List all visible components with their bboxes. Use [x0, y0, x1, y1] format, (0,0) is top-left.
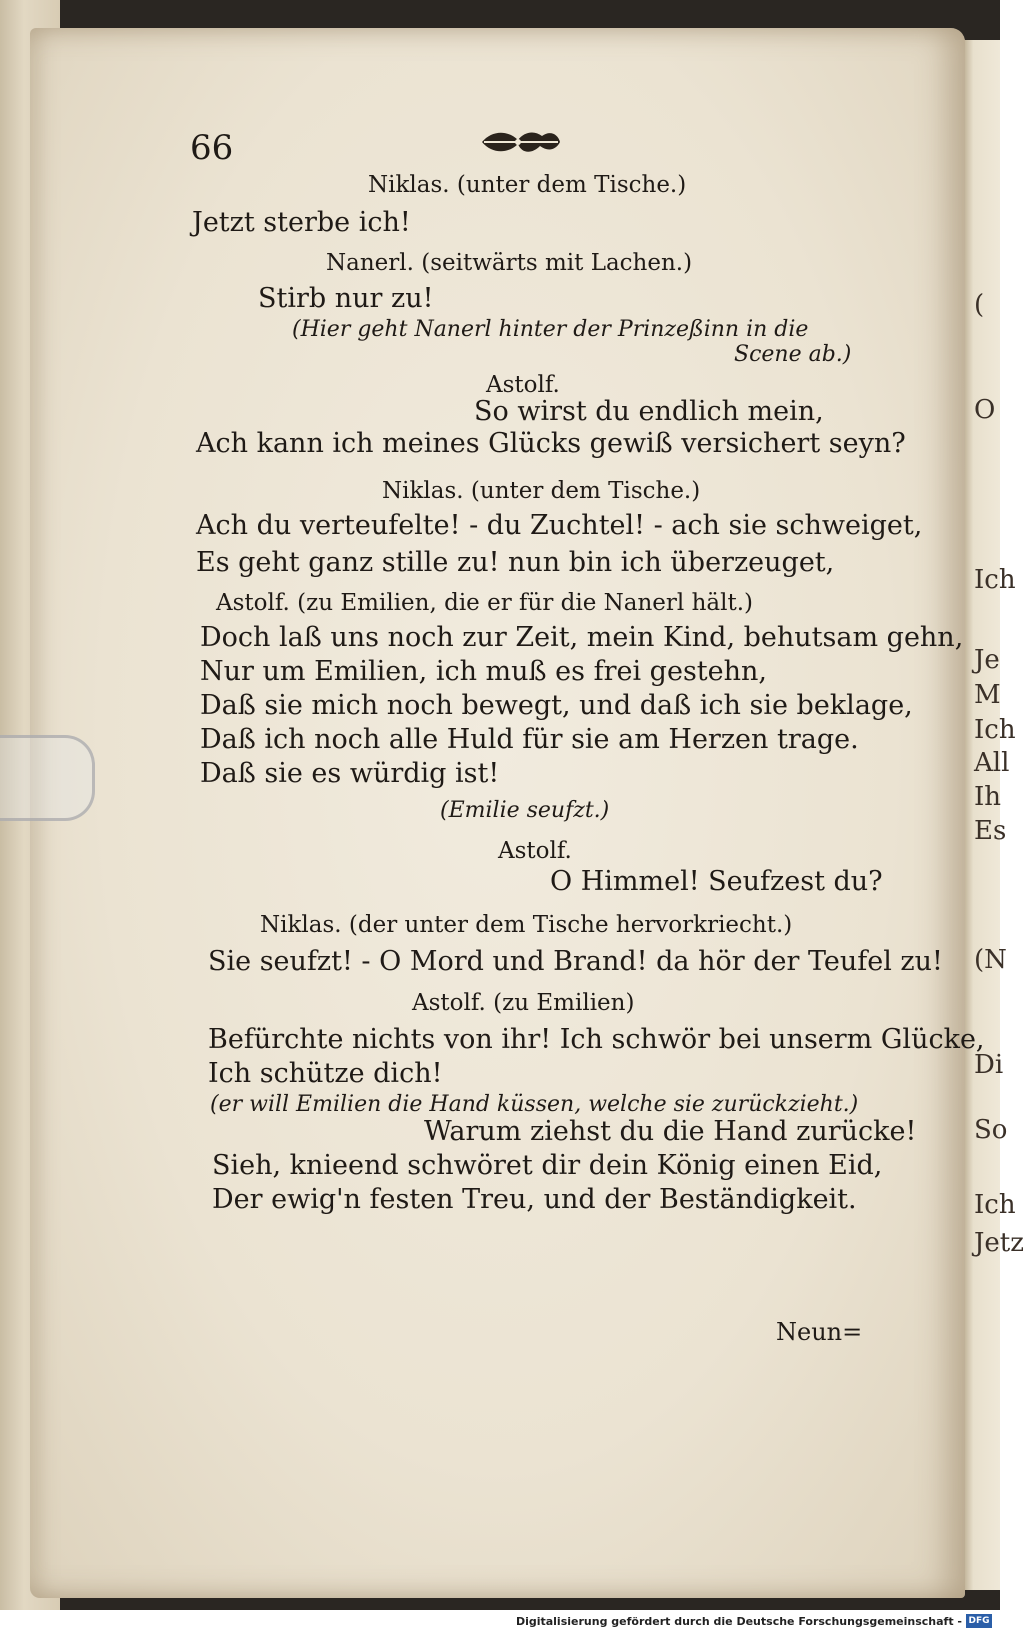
page-number: 66	[190, 128, 234, 168]
next-page-edge	[962, 40, 1024, 1590]
verse-line: Warum ziehst du die Hand zurücke!	[424, 1116, 917, 1147]
verse-line: So wirst du endlich mein,	[474, 396, 824, 427]
verse-line: Sie seufzt! - O Mord und Brand! da hör der Teufel zu!	[208, 946, 943, 977]
next-page-fragment: O	[974, 395, 996, 425]
next-page-fragment: M	[974, 680, 1001, 710]
verse-line: Ich schütze dich!	[208, 1058, 443, 1089]
speaker-line: Astolf.	[498, 838, 572, 864]
footer-bar	[0, 1610, 1000, 1635]
speaker-line: Niklas. (unter dem Tische.)	[368, 172, 687, 198]
next-page-fragment: Ih	[974, 782, 1002, 812]
verse-line: Ach kann ich meines Glücks gewiß versichert seyn?	[196, 428, 906, 459]
verse-line: Sieh, knieend schwöret dir dein König einen Eid,	[212, 1150, 883, 1181]
verse-line: Daß sie es würdig ist!	[200, 758, 500, 789]
next-page-fragment: Di	[974, 1050, 1004, 1080]
verse-line: Doch laß uns noch zur Zeit, mein Kind, behutsam gehn,	[200, 622, 964, 653]
catchword: Neun=	[776, 1318, 863, 1346]
speaker-line: Niklas. (der unter dem Tische hervorkriecht.)	[260, 912, 793, 938]
ornament-icon	[478, 126, 564, 158]
speaker-line: Astolf. (zu Emilien)	[412, 990, 635, 1016]
next-page-fragment: Ich	[974, 715, 1016, 745]
paper-clip	[0, 735, 95, 821]
speaker-line: Niklas. (unter dem Tische.)	[382, 478, 701, 504]
next-page-fragment: Es	[974, 816, 1007, 846]
dfg-logo: DFG	[966, 1614, 992, 1628]
stage-direction: (Emilie seufzt.)	[440, 798, 610, 823]
verse-line: O Himmel! Seufzest du?	[550, 866, 883, 897]
speaker-line: Astolf.	[486, 372, 560, 398]
stage-direction: (Hier geht Nanerl hinter der Prinzeßinn in die	[292, 317, 809, 342]
next-page-fragment: (N	[974, 945, 1007, 975]
verse-line: Stirb nur zu!	[258, 283, 434, 314]
verse-line: Ach du verteufelte! - du Zuchtel! - ach sie schweiget,	[196, 510, 923, 541]
next-page-fragment: Jetz	[974, 1228, 1024, 1258]
footer-credit: Digitalisierung gefördert durch die Deutsche Forschungsgemeinschaft -	[515, 1615, 962, 1628]
verse-line: Daß sie mich noch bewegt, und daß ich sie beklage,	[200, 690, 913, 721]
verse-line: Es geht ganz stille zu! nun bin ich überzeuget,	[196, 547, 835, 578]
stage-direction: Scene ab.)	[734, 342, 852, 367]
next-page-fragment: So	[974, 1115, 1008, 1145]
speaker-line: Nanerl. (seitwärts mit Lachen.)	[326, 250, 693, 276]
next-page-fragment: Ich	[974, 565, 1016, 595]
next-page-fragment: All	[974, 748, 1010, 778]
next-page-fragment: Ich	[974, 1190, 1016, 1220]
next-page-fragment: Je	[974, 645, 1000, 675]
stage-direction: (er will Emilien die Hand küssen, welche sie zurückzieht.)	[210, 1092, 859, 1117]
verse-line: Der ewig'n festen Treu, und der Beständigkeit.	[212, 1184, 857, 1215]
verse-line: Daß ich noch alle Huld für sie am Herzen trage.	[200, 724, 859, 755]
next-page-fragment: (	[974, 290, 985, 320]
verse-line: Jetzt sterbe ich!	[192, 207, 411, 238]
verse-line: Nur um Emilien, ich muß es frei gestehn,	[200, 656, 767, 687]
verse-line: Befürchte nichts von ihr! Ich schwör bei unserm Glücke,	[208, 1024, 985, 1055]
speaker-line: Astolf. (zu Emilien, die er für die Nanerl hält.)	[216, 590, 753, 616]
